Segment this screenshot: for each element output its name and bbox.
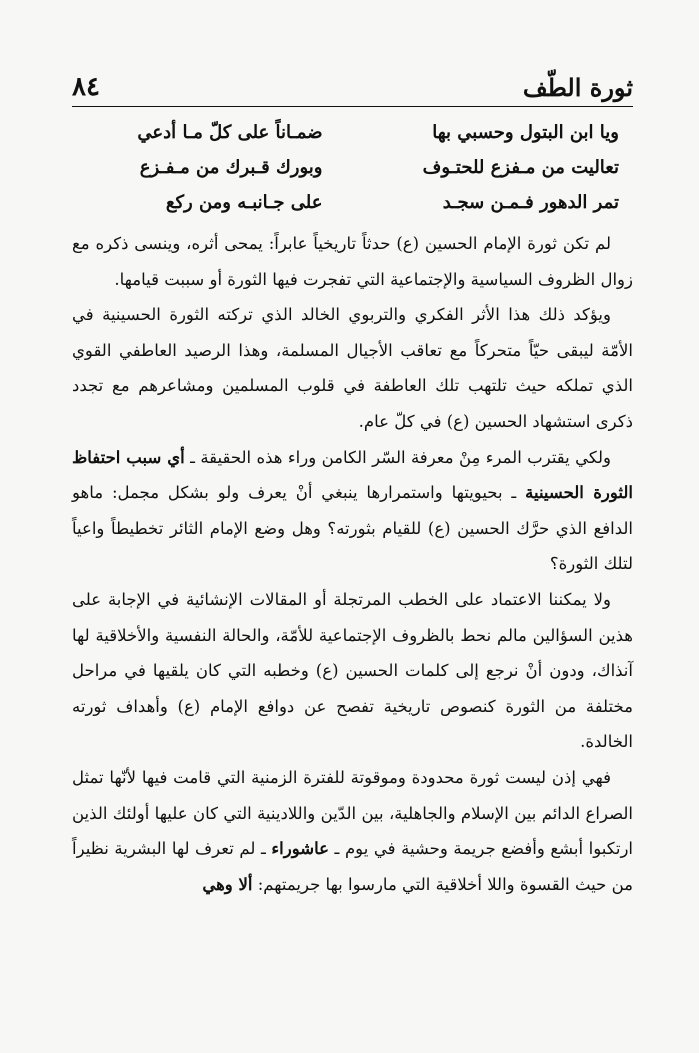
paragraph-5-emphasis-end: ألا وهي <box>202 874 253 894</box>
body-text <box>72 226 633 902</box>
page-number: ٨٤ <box>72 72 100 102</box>
running-title: ثورة الطّف <box>522 72 633 102</box>
paragraph-5-rest: ـ لم تعرف لها البشرية نظيراً من حيث القسوة واللا أخلاقية التي مارسوا بها جريمتهم: <box>72 839 633 894</box>
paragraph-2: ويؤكد ذلك هذا الأثر الفكري والتربوي الخالد الذي تركته الثورة الحسينية في الأمّة ليبقى حيّاً متحركاً مع تعاقب الأجيال المسلمة، وهذا الرصيد العاطفي القوي الذي تملكه حيث تلتهب تلك العاطفة في قلوب المسلمين ومشاعرهم مع تجدد ذكرى استشهاد الحسين (ع) في كلّ عام. <box>72 305 633 431</box>
paragraph-4: ولا يمكننا الاعتماد على الخطب المرتجلة أو المقالات الإنشائية في الإجابة على هذين السؤالين مالم نحط بالظروف الإجتماعية للأمّة، والحالة النفسية والأخلاقية لها آنذاك، ودون أنْ نرجع إلى كلمات الحسين (ع) وخطبه التي كان يلقيها في مراحل مختلفة من الثورة كنصوص تاريخية تفصح عن دوافع الإمام (ع) وأهداف ثورته الخالدة. <box>72 589 633 752</box>
page-header <box>72 68 633 107</box>
paragraph-3-rest: ـ بحيويتها واستمرارها ينبغي أنْ يعرف ولو بشكل مجمل: ماهو الدافع الذي حرَّك الحسين (ع) للقيام بثورته؟ وهل وضع الإمام الثائر تخطيطاً واعياً لتلك الثورة؟ <box>72 483 633 574</box>
poem-block <box>72 118 633 217</box>
paragraph-3-lead: ولكي يقترب المرء مِنْ معرفة السّر الكامن وراء هذه الحقيقة ـ <box>184 447 611 467</box>
paragraph-5 <box>72 760 633 902</box>
paragraph-5-emphasis: عاشوراء <box>271 839 329 859</box>
paragraph-3-emphasis: أي سبب احتفاظ الثورة الحسينية <box>72 447 633 503</box>
verse-3-first-hemistich: تمر الدهور فـمـن سجـد <box>442 192 619 213</box>
paragraph-1: لم تكن ثورة الإمام الحسين (ع) حدثاً تاريخياً عابراً: يمحى أثره، وينسى ذكره مع زوال الظروف السياسية والإجتماعية التي تفجرت فيها الثورة أو سببت قيامها. <box>72 234 633 289</box>
paragraph-5-lead: فهي إذن ليست ثورة محدودة وموقوتة للفترة الزمنية التي قامت فيها لأنّها تمثل الصراع الدائم بين الإسلام والجاهلية، بين الدّين واللادينية التي كان عليها أولئك الذين ارتكبوا أبشع وأفضع جريمة وحشية في يوم ـ <box>72 767 633 859</box>
verse-2-second-hemistich: وبورك قـبرك من مـفـزع <box>139 157 323 178</box>
verse-1-first-hemistich: ويا ابن البتول وحسبي بها <box>432 122 619 143</box>
paragraph-3 <box>72 440 633 582</box>
verse-1-second-hemistich: ضمـاناً على كلّ مـا أدعي <box>137 122 323 143</box>
verse-2-first-hemistich: تعاليت من مـفزع للحتـوف <box>422 157 619 178</box>
verse-3-second-hemistich: على جـانبـه ومن ركع <box>165 192 323 213</box>
